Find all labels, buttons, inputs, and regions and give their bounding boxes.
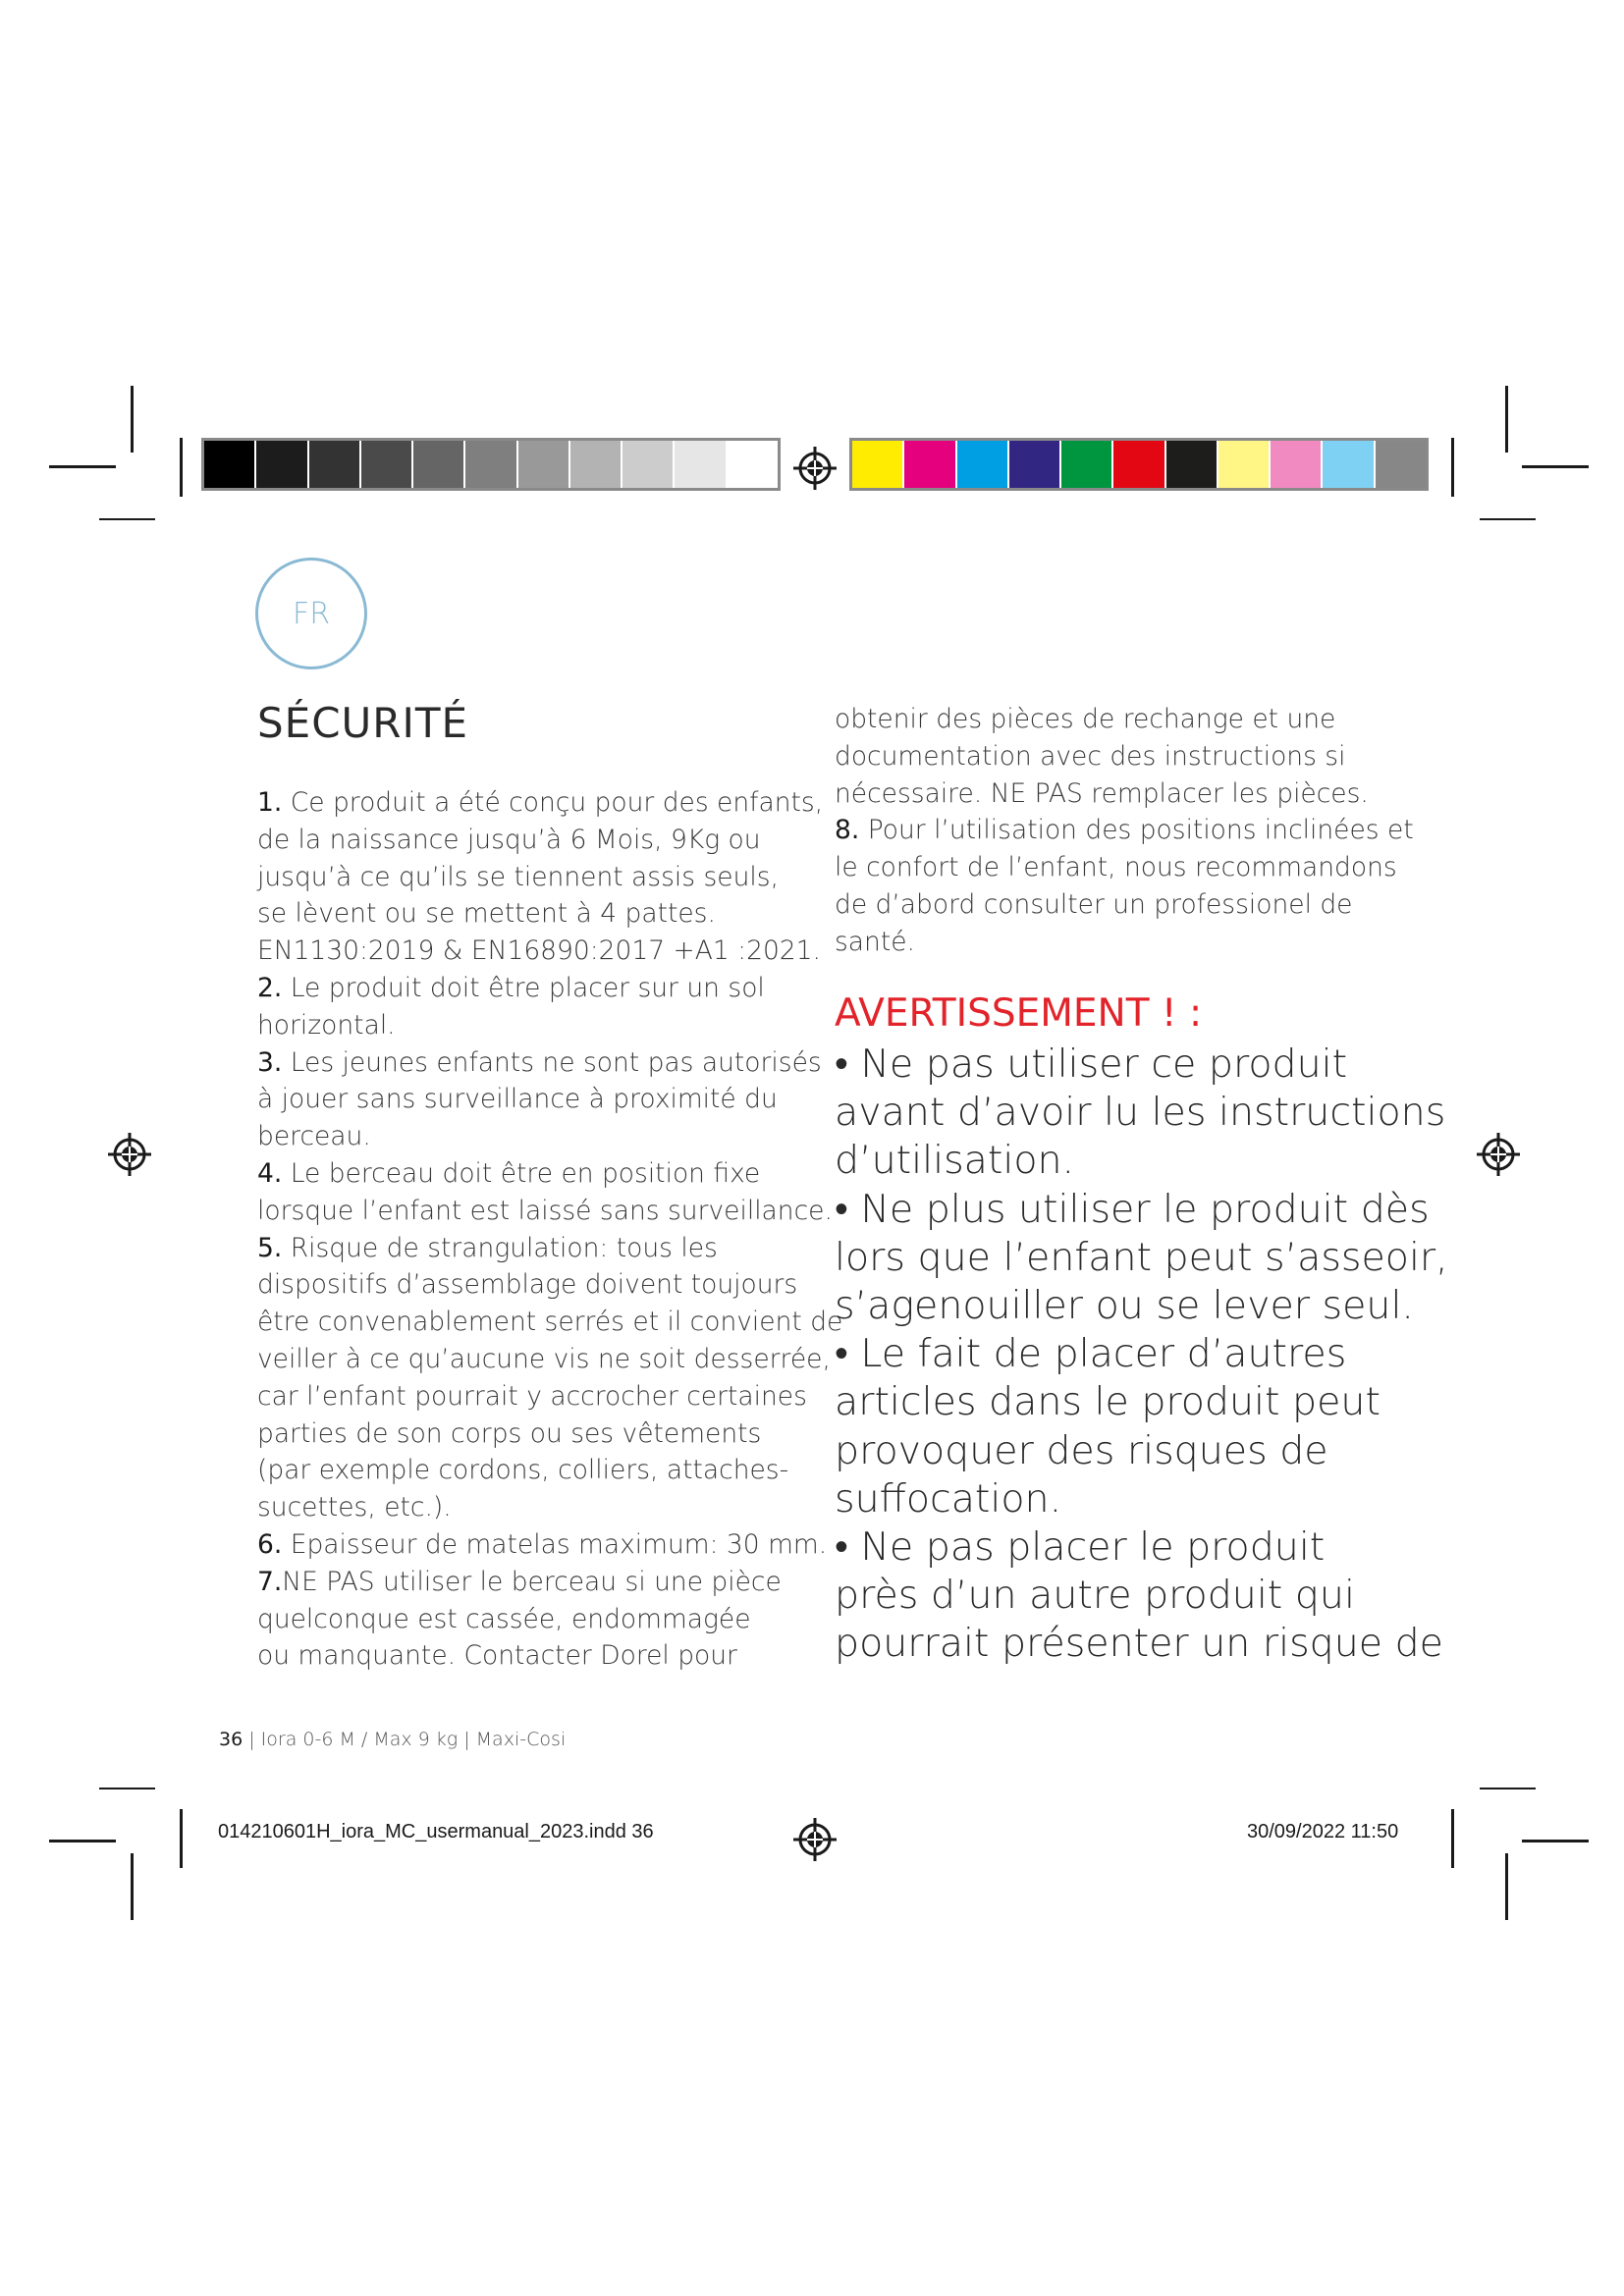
item-number: 4. [257,1157,283,1189]
line-text: de d’abord consulter un professionel de [835,888,1353,920]
line-text: documentation avec des instructions si [835,740,1346,772]
crop-mark [1451,1809,1454,1868]
color-swatch [852,441,904,488]
line-text: NE PAS utiliser le berceau si une pièce [282,1566,782,1597]
line-text: berceau. [257,1121,371,1152]
item-number: 5. [257,1232,283,1263]
line-text: Pour l’utilisation des positions inclinées et [859,815,1414,846]
crop-mark [99,518,155,520]
text-line [257,1601,807,1638]
line-text: Les jeunes enfants ne sont pas autorisés [282,1046,822,1078]
text-line [257,1452,807,1489]
item-number: 7. [257,1566,283,1597]
gray-swatch [204,441,256,488]
gray-swatch [361,441,413,488]
line-text: être convenablement serrés et il convient de [257,1307,843,1338]
line-text: Le produit doit être placer sur un sol [282,972,765,1003]
line-text: (par exemple cordons, colliers, attaches- [257,1455,789,1486]
item-number: 6. [257,1528,283,1560]
safety-list-right [835,701,1414,961]
warning-line: avant d’avoir lu les instructions [835,1090,1446,1136]
process-color-bar [849,438,1429,491]
text-line [257,1489,807,1526]
gray-swatch [570,441,623,488]
color-swatch [1271,441,1323,488]
line-text: horizontal. [257,1009,396,1041]
gray-swatch [623,441,675,488]
color-swatch [1113,441,1165,488]
footer-text: | Iora 0-6 M / Max 9 kg | Maxi-Cosi [243,1729,567,1750]
warning-line: près d’un autre produit qui [835,1573,1355,1619]
warning-list [835,1041,1448,1669]
line-text: parties de son corps ou ses vêtements [257,1417,762,1449]
slug-filename: 014210601H_iora_MC_usermanual_2023.indd 36 [218,1821,654,1842]
text-line [257,784,824,822]
text-line [257,1155,807,1193]
warning-line: d’utilisation. [835,1138,1075,1184]
crop-mark [1480,1788,1536,1789]
warning-line: • Ne pas placer le produit [835,1524,1326,1571]
text-line [257,895,807,933]
text-line [257,859,807,896]
page-number: 36 [219,1729,244,1750]
gray-swatch [413,441,465,488]
text-line [257,1193,833,1230]
line-text: sucettes, etc.). [257,1492,452,1523]
section-title: SÉCURITÉ [257,699,469,747]
safety-list-left [257,784,843,1675]
crop-mark [180,1809,183,1868]
warning-line: • Le fait de placer d’autres [835,1331,1347,1377]
line-text: Risque de strangulation: tous les [282,1232,718,1263]
text-line [835,849,1397,886]
gray-swatch [256,441,308,488]
crop-mark [1451,438,1454,497]
warning-line: s’agenouiller ou se lever seul. [835,1283,1414,1329]
text-line [257,970,807,1007]
text-line [257,1118,807,1155]
crop-mark [1505,1853,1508,1920]
line-text: lorsque l’enfant est laissé sans surveillance. [257,1195,833,1226]
page-footer [219,1729,566,1750]
warning-line: articles dans le produit peut [835,1379,1380,1425]
line-text: car l’enfant pourrait y accrocher certaines [257,1380,807,1412]
line-text: Ce produit a été conçu pour des enfants, [282,787,824,818]
crop-mark [49,1840,116,1842]
text-line [257,1341,831,1378]
text-line [835,775,1384,813]
line-text: quelconque est cassée, endommagée [257,1603,751,1634]
color-swatch [1061,441,1113,488]
text-line [835,701,1384,738]
text-line [257,1304,843,1341]
registration-mark-icon [791,445,839,492]
text-line [257,1007,807,1044]
color-swatch [1009,441,1061,488]
line-text: se lèvent ou se mettent à 4 pattes. [257,898,716,930]
crop-mark [1522,1840,1589,1842]
line-text: santé. [835,926,915,957]
text-line [257,1415,807,1453]
line-text: de la naissance jusqu’à 6 Mois, 9Kg ou [257,824,761,855]
warning-line: pourrait présenter un risque de [835,1621,1443,1667]
text-line [257,933,821,970]
warning-line: • Ne pas utiliser ce produit [835,1041,1348,1087]
line-text: veiller à ce qu’aucune vis ne soit desserrée, [257,1343,831,1374]
text-line [835,738,1384,775]
color-swatch [904,441,956,488]
text-line [257,1526,828,1564]
crop-mark [99,1788,155,1789]
line-text: à jouer sans surveillance à proximité du [257,1084,778,1115]
text-line [257,1230,807,1267]
color-swatch [1218,441,1271,488]
warning-line: • Ne plus utiliser le produit dès [835,1186,1430,1232]
text-line [257,1637,807,1675]
line-text: obtenir des pièces de rechange et une [835,704,1336,734]
text-line [835,812,1414,849]
crop-mark [131,1853,134,1920]
registration-mark-icon [106,1131,153,1178]
warning-line: lors que l’enfant peut s’asseoir, [835,1234,1448,1280]
crop-mark [49,465,116,468]
crop-mark [1505,386,1508,453]
item-number: 8. [835,815,860,846]
warning-line: suffocation. [835,1475,1062,1522]
text-line [257,1266,807,1304]
item-number: 3. [257,1046,283,1078]
line-text: Epaisseur de matelas maximum: 30 mm. [282,1528,828,1560]
gray-color-bar [201,438,781,491]
slug-date: 30/09/2022 11:50 [1247,1821,1399,1842]
color-swatch [1166,441,1218,488]
crop-mark [180,438,183,497]
item-number: 1. [257,787,283,818]
gray-swatch [518,441,570,488]
text-line [257,1081,807,1118]
color-swatch [957,441,1009,488]
gray-swatch [675,441,727,488]
crop-mark [131,386,134,453]
text-line [257,822,807,859]
line-text: EN1130:2019 & EN16890:2017 +A1 :2021. [257,935,821,967]
text-line [257,1044,822,1082]
language-badge: FR [255,558,367,669]
gray-swatch [465,441,517,488]
line-text: dispositifs d’assemblage doivent toujours [257,1269,798,1301]
crop-mark [1522,465,1589,468]
gray-swatch [309,441,361,488]
warning-line: provoquer des risques de [835,1427,1328,1473]
color-swatch [1323,441,1375,488]
line-text: jusqu’à ce qu’ils se tiennent assis seuls, [257,861,779,892]
text-line [257,1564,807,1601]
registration-mark-icon [791,1816,839,1863]
gray-swatch [728,441,778,488]
registration-mark-icon [1475,1131,1522,1178]
warning-title: AVERTISSEMENT ! : [835,991,1203,1036]
text-line [257,1378,807,1415]
line-text: le confort de l’enfant, nous recommandons [835,852,1397,883]
line-text: Le berceau doit être en position fixe [282,1157,761,1189]
text-line [835,886,1384,924]
crop-mark [1480,518,1536,520]
line-text: ou manquante. Contacter Dorel pour [257,1640,737,1672]
text-line [835,924,1384,961]
item-number: 2. [257,972,283,1003]
color-swatch [1376,441,1426,488]
line-text: nécessaire. NE PAS remplacer les pièces. [835,777,1369,809]
